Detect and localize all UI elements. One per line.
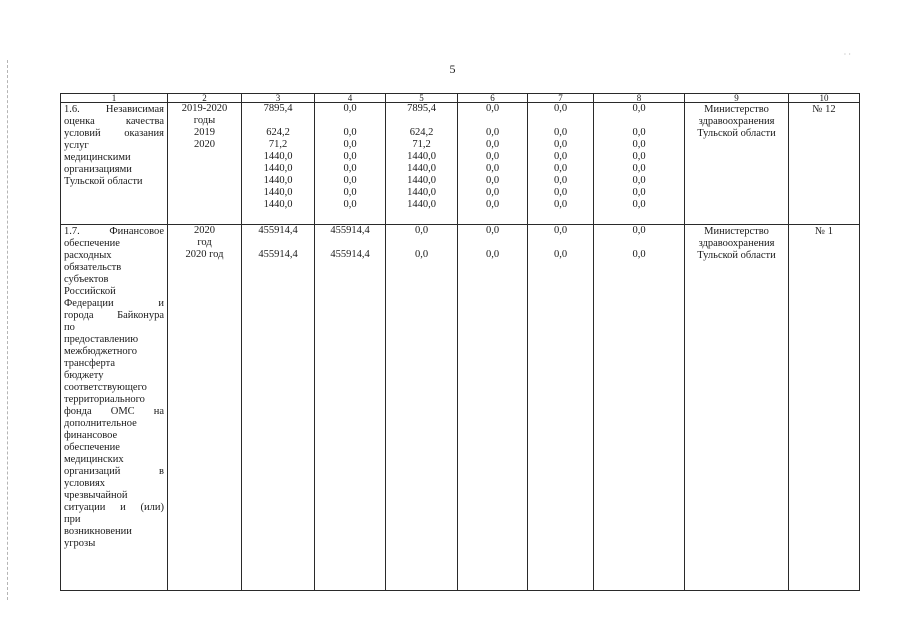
amount-value: 0,0 bbox=[343, 127, 357, 138]
amount-value: 1440,0 bbox=[407, 187, 436, 198]
reference-cell: № 1 bbox=[789, 225, 860, 591]
responsible-line: здравоохранения bbox=[698, 116, 775, 127]
measure-name-line: субъектов bbox=[64, 274, 109, 285]
measure-name-line: 1.7. Финансовое bbox=[64, 226, 164, 237]
amount-value: 455914,4 bbox=[258, 249, 298, 260]
amount-cell-col7 bbox=[528, 103, 594, 225]
table-row bbox=[61, 103, 860, 225]
amount-value: 71,2 bbox=[412, 139, 431, 150]
amount-value: 0,0 bbox=[485, 199, 500, 210]
amount-value: 0,0 bbox=[632, 163, 646, 174]
col-header-9: 9 bbox=[685, 94, 789, 103]
amount-cell-col3 bbox=[242, 225, 315, 591]
measure-name-line: медицинскими bbox=[64, 152, 131, 163]
scan-corner-mark: · · bbox=[843, 50, 851, 59]
amount-value: 0,0 bbox=[553, 175, 568, 186]
col-header-6: 6 bbox=[458, 94, 528, 103]
amount-value: 0,0 bbox=[632, 249, 646, 260]
amount-value: 0,0 bbox=[485, 127, 500, 138]
amount-value: 0,0 bbox=[343, 187, 357, 198]
measure-name-line: условиях bbox=[64, 478, 106, 489]
amount-value: 0,0 bbox=[414, 249, 429, 260]
amount-value: 0,0 bbox=[632, 175, 646, 186]
amount-value bbox=[315, 115, 385, 127]
column-number-row bbox=[61, 94, 860, 103]
col-header-3: 3 bbox=[242, 94, 315, 103]
amount-value: 0,0 bbox=[632, 199, 646, 210]
amount-cell-col4 bbox=[315, 103, 386, 225]
amount-value: 0,0 bbox=[632, 139, 646, 150]
responsible-line: Тульской области bbox=[697, 250, 776, 261]
amount-value: 0,0 bbox=[343, 139, 357, 150]
measure-name-line: дополнительное bbox=[64, 418, 137, 429]
program-table bbox=[60, 93, 860, 591]
amount-value: 0,0 bbox=[553, 187, 568, 198]
measure-name-line: 1.6. Независимая bbox=[64, 104, 164, 115]
amount-value bbox=[528, 115, 593, 127]
responsible-line: Тульской области bbox=[697, 128, 776, 139]
col-header-4: 4 bbox=[315, 94, 386, 103]
amount-value bbox=[594, 237, 684, 249]
measure-name-cell bbox=[61, 225, 168, 591]
amount-value bbox=[594, 115, 684, 127]
measure-name-line: возникновении bbox=[64, 526, 132, 537]
amount-cell-col5 bbox=[386, 225, 458, 591]
responsible-line: Министерство bbox=[704, 104, 769, 115]
amount-value: 0,0 bbox=[343, 151, 357, 162]
responsible-line: Министерство bbox=[704, 226, 769, 237]
amount-value bbox=[458, 115, 527, 127]
period-line: 2019-2020 bbox=[181, 103, 228, 114]
measure-name-line: соответствующего bbox=[64, 382, 147, 393]
amount-value: 1440,0 bbox=[407, 175, 436, 186]
amount-value: 0,0 bbox=[632, 127, 646, 138]
amount-cell-col6 bbox=[458, 103, 528, 225]
measure-name-line: бюджету bbox=[64, 370, 104, 381]
amount-cell-col8 bbox=[594, 225, 685, 591]
amount-value: 0,0 bbox=[553, 249, 568, 260]
amount-value bbox=[458, 237, 527, 249]
amount-value: 1440,0 bbox=[263, 151, 293, 162]
measure-name-line: трансферта bbox=[64, 358, 115, 369]
reference-cell: № 12 bbox=[789, 103, 860, 225]
measure-name-line: чрезвычайной bbox=[64, 490, 128, 501]
amount-value: 0,0 bbox=[553, 199, 568, 210]
amount-value: 0,0 bbox=[485, 139, 500, 150]
amount-value bbox=[242, 115, 314, 127]
amount-cell-col7 bbox=[528, 225, 594, 591]
amount-value: 0,0 bbox=[553, 151, 568, 162]
amount-value: 0,0 bbox=[343, 199, 357, 210]
table-row bbox=[61, 225, 860, 591]
binding-margin-line bbox=[7, 60, 8, 600]
measure-name-line: финансовое bbox=[64, 430, 118, 441]
responsible-line: здравоохранения bbox=[698, 238, 775, 249]
amount-cell-col5 bbox=[386, 103, 458, 225]
responsible-cell bbox=[685, 103, 789, 225]
col-header-2: 2 bbox=[168, 94, 242, 103]
measure-name-line: расходных bbox=[64, 250, 112, 261]
amount-value: 0,0 bbox=[553, 225, 568, 236]
amount-value: 0,0 bbox=[485, 103, 500, 114]
amount-value: 0,0 bbox=[632, 103, 646, 114]
amount-value: 0,0 bbox=[553, 139, 568, 150]
amount-value: 1440,0 bbox=[263, 175, 293, 186]
amount-value: 0,0 bbox=[632, 225, 646, 236]
amount-value: 7895,4 bbox=[407, 103, 436, 114]
measure-name-line: условий оказания bbox=[64, 128, 164, 139]
measure-name-line: организаций в bbox=[64, 466, 164, 477]
amount-value: 624,2 bbox=[409, 127, 434, 138]
amount-value: 0,0 bbox=[485, 175, 500, 186]
amount-cell-col6 bbox=[458, 225, 528, 591]
amount-value bbox=[386, 237, 457, 249]
col-header-8: 8 bbox=[594, 94, 685, 103]
amount-value: 0,0 bbox=[414, 225, 429, 236]
measure-name-line: фонда ОМС на bbox=[64, 406, 164, 417]
amount-value bbox=[242, 237, 314, 249]
amount-value: 1440,0 bbox=[407, 163, 436, 174]
amount-value: 0,0 bbox=[485, 163, 500, 174]
amount-cell-col4 bbox=[315, 225, 386, 591]
col-header-10: 10 bbox=[789, 94, 860, 103]
measure-name-line: оценка качества bbox=[64, 116, 164, 127]
amount-value: 0,0 bbox=[632, 151, 646, 162]
amount-value: 1440,0 bbox=[263, 199, 293, 210]
amount-value: 0,0 bbox=[632, 187, 646, 198]
period-line: год bbox=[197, 237, 212, 248]
measure-name-line: угрозы bbox=[64, 538, 96, 549]
measure-name-line: Тульской области bbox=[64, 176, 143, 187]
amount-value bbox=[315, 237, 385, 249]
col-header-7: 7 bbox=[528, 94, 594, 103]
amount-value: 0,0 bbox=[485, 151, 500, 162]
measure-name-cell bbox=[61, 103, 168, 225]
amount-value: 624,2 bbox=[266, 127, 290, 138]
measure-name-line: предоставлению bbox=[64, 334, 139, 345]
measure-name-line: обязательств bbox=[64, 262, 122, 273]
amount-value: 0,0 bbox=[485, 187, 500, 198]
amount-value: 7895,4 bbox=[263, 103, 293, 114]
col-header-1: 1 bbox=[61, 94, 168, 103]
period-cell bbox=[168, 225, 242, 591]
period-line: 2020 год bbox=[185, 249, 224, 260]
amount-value: 0,0 bbox=[343, 175, 357, 186]
amount-cell-col3 bbox=[242, 103, 315, 225]
page-number: 5 bbox=[449, 62, 456, 76]
amount-value bbox=[528, 237, 593, 249]
period-line: годы bbox=[193, 115, 216, 126]
amount-value bbox=[386, 115, 457, 127]
measure-name-line: обеспечение bbox=[64, 442, 120, 453]
amount-value: 0,0 bbox=[343, 103, 357, 114]
responsible-cell bbox=[685, 225, 789, 591]
measure-name-line: города Байконура bbox=[64, 310, 164, 321]
amount-value: 455914,4 bbox=[258, 225, 298, 236]
measure-name-line: территориального bbox=[64, 394, 145, 405]
amount-cell-col8 bbox=[594, 103, 685, 225]
amount-value: 0,0 bbox=[485, 225, 500, 236]
period-line: 2020 bbox=[194, 139, 215, 150]
measure-name-line: обеспечение bbox=[64, 238, 120, 249]
amount-value: 0,0 bbox=[485, 249, 500, 260]
amount-value: 0,0 bbox=[553, 103, 568, 114]
measure-name-line: организациями bbox=[64, 164, 132, 175]
measure-name-line: услуг bbox=[64, 140, 89, 151]
measure-name-line: при bbox=[64, 514, 81, 525]
amount-value: 0,0 bbox=[553, 127, 568, 138]
measure-name-line: по bbox=[64, 322, 75, 333]
amount-value: 455914,4 bbox=[330, 225, 370, 236]
col-header-5: 5 bbox=[386, 94, 458, 103]
amount-value: 0,0 bbox=[553, 163, 568, 174]
measure-name-line: межбюджетного bbox=[64, 346, 137, 357]
amount-value: 71,2 bbox=[268, 139, 288, 150]
measure-name-line: медицинских bbox=[64, 454, 124, 465]
period-cell bbox=[168, 103, 242, 225]
period-line: 2019 bbox=[194, 127, 215, 138]
measure-name-line: ситуации и (или) bbox=[64, 502, 164, 513]
amount-value: 1440,0 bbox=[263, 187, 293, 198]
amount-value: 1440,0 bbox=[407, 199, 436, 210]
period-line: 2020 bbox=[194, 225, 215, 236]
measure-name-line: Федерации и bbox=[64, 298, 164, 309]
amount-value: 455914,4 bbox=[330, 249, 370, 260]
amount-value: 0,0 bbox=[343, 163, 357, 174]
amount-value: 1440,0 bbox=[407, 151, 436, 162]
amount-value: 1440,0 bbox=[263, 163, 293, 174]
measure-name-line: Российской bbox=[64, 286, 116, 297]
